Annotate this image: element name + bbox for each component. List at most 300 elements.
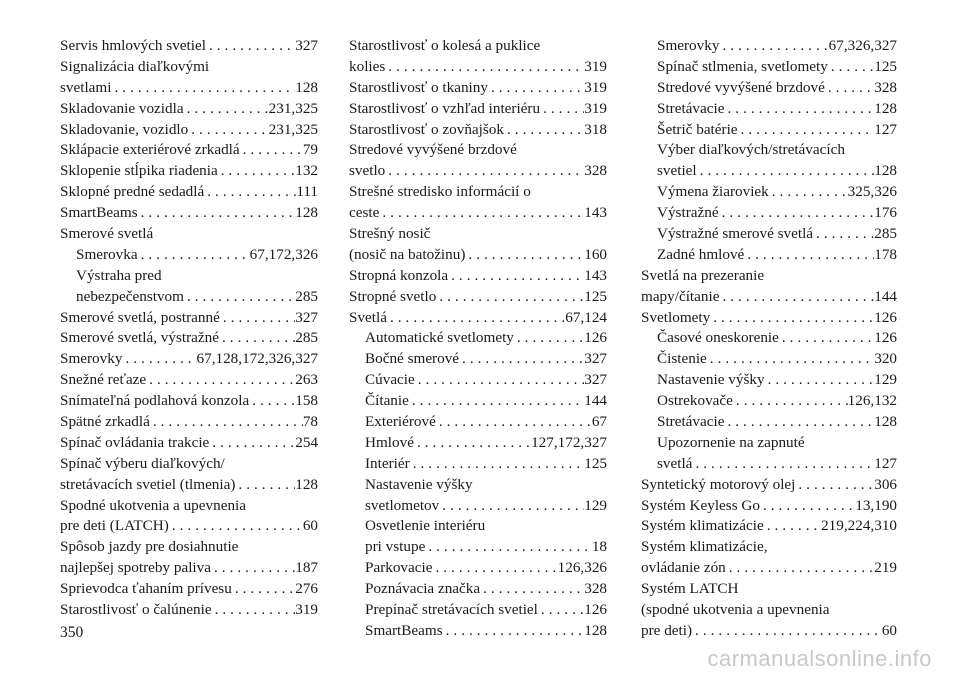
dot-leader (111, 78, 295, 99)
index-entry-pages: 144 (584, 392, 607, 410)
index-entry-term: Prepínač stretávacích svetiel (365, 601, 538, 619)
index-entry-term: Smerovka (76, 245, 138, 263)
index-entry-term: Čistenie (657, 350, 707, 368)
index-entry (349, 57, 607, 78)
index-entry (349, 36, 607, 57)
index-entry (60, 454, 318, 475)
dot-leader (249, 391, 295, 412)
index-entry-pages: 327 (584, 371, 607, 389)
dot-leader (432, 558, 557, 579)
index-entry-term: Stredové vyvýšené brzdové (657, 78, 825, 96)
index-entry (60, 433, 318, 454)
index-entry-pages: 327 (295, 308, 318, 326)
index-entry-term: Svetlá (349, 308, 387, 326)
index-entry-pages: 254 (295, 433, 318, 451)
index-entry (641, 370, 897, 391)
index-entry-pages: 231,325 (268, 120, 318, 138)
index-entry (349, 182, 607, 203)
index-entry (641, 266, 897, 287)
index-entry-term: Stropné svetlo (349, 287, 437, 305)
index-entry (641, 454, 897, 475)
dot-leader (204, 182, 296, 203)
index-entry-pages: 78 (302, 413, 318, 431)
dot-leader (219, 328, 295, 349)
dot-leader (212, 600, 296, 621)
index-entry (641, 537, 897, 558)
index-entry-pages: 67,128,172,326,327 (196, 350, 318, 368)
index-entry-pages: 129 (874, 371, 897, 389)
dot-leader (765, 370, 875, 391)
index-entry (641, 412, 897, 433)
index-entry-term: pre deti) (641, 621, 693, 639)
index-entry-pages: 125 (584, 454, 607, 472)
index-entry (60, 140, 318, 161)
index-entry-term: Smerové svetlá, postranné (60, 308, 220, 326)
index-entry-term: Spôsob jazdy pre dosiahnutie (60, 538, 239, 556)
dot-leader (138, 203, 296, 224)
index-entry-term: Sklopenie stĺpika riadenia (60, 162, 218, 180)
index-entry-term: svetlo (349, 162, 386, 180)
index-entry (641, 308, 897, 329)
index-entry-term: Systém LATCH (641, 580, 739, 598)
index-entry-pages: 127,172,327 (531, 433, 607, 451)
index-entry-term: Upozornenie na zapnuté (657, 433, 805, 451)
index-entry-term: stretávacích svetiel (tlmenia) (60, 475, 236, 493)
index-entry-pages: 126 (874, 308, 897, 326)
dot-leader (415, 370, 584, 391)
index-entry-pages: 319 (584, 99, 607, 117)
index-entry-term: Ostrekovače (657, 392, 733, 410)
index-entry (60, 266, 318, 287)
index-entry-term: Snežné reťaze (60, 371, 147, 389)
index-entry-term: mapy/čítanie (641, 287, 720, 305)
index-entry-term: ovládanie zón (641, 559, 726, 577)
index-entry-pages: 128 (874, 413, 897, 431)
index-entry (641, 140, 897, 161)
index-entry-term: Skladovanie vozidla (60, 99, 184, 117)
index-entry (641, 36, 897, 57)
index-entry-term: Smerovky (657, 36, 720, 54)
index-entry (641, 203, 897, 224)
index-entry-term: Sklápacie exteriérové zrkadlá (60, 141, 240, 159)
index-entry-pages: 67,326,327 (828, 36, 897, 54)
index-entry (60, 99, 318, 120)
index-entry-pages: 126,132 (847, 392, 897, 410)
index-entry-pages: 328 (874, 78, 897, 96)
index-entry-pages: 67,172,326 (249, 245, 318, 263)
dot-leader (379, 203, 584, 224)
index-column-1 (60, 36, 318, 621)
index-entry-term: Spodné ukotvenia a upevnenia (60, 496, 246, 514)
dot-leader (122, 349, 196, 370)
dot-leader (692, 621, 882, 642)
index-entry-term: Systém klimatizácie (641, 517, 764, 535)
dot-leader (209, 433, 295, 454)
index-entry-pages: 67 (591, 413, 607, 431)
index-entry (349, 140, 607, 161)
index-entry-term: najlepšej spotreby paliva (60, 559, 211, 577)
index-entry (641, 558, 897, 579)
index-entry-term: Svetlomety (641, 308, 711, 326)
index-entry-term: Časové oneskorenie (657, 329, 779, 347)
index-entry-pages: 125 (584, 287, 607, 305)
dot-leader (138, 245, 250, 266)
dot-leader (414, 433, 531, 454)
index-entry (60, 182, 318, 203)
index-entry-term: svetlá (657, 454, 693, 472)
dot-leader (425, 537, 591, 558)
index-entry-pages: 319 (295, 601, 318, 619)
dot-leader (764, 516, 821, 537)
index-entry-term: Stropná konzola (349, 266, 449, 284)
dot-leader (480, 579, 584, 600)
dot-leader (779, 328, 874, 349)
index-entry (60, 496, 318, 517)
index-entry-pages: 178 (874, 245, 897, 263)
index-entry (349, 308, 607, 329)
dot-leader (744, 245, 874, 266)
index-entry-term: SmartBeams (365, 621, 443, 639)
dot-leader (410, 454, 585, 475)
index-entry-term: Smerovky (60, 350, 123, 368)
index-entry-pages: 327 (584, 350, 607, 368)
index-entry (349, 516, 607, 537)
dot-leader (726, 558, 874, 579)
index-entry (641, 161, 897, 182)
index-entry-pages: 132 (295, 162, 318, 180)
index-entry (641, 349, 897, 370)
index-entry-term: Bočné smerové (365, 350, 460, 368)
index-entry-pages: 127 (874, 120, 897, 138)
dot-leader (436, 412, 592, 433)
index-entry (641, 245, 897, 266)
index-entry-pages: 276 (295, 580, 318, 598)
index-entry-term: Nastavenie výšky (365, 475, 473, 493)
dot-leader (733, 391, 848, 412)
index-entry-term: Výstraha pred (76, 266, 162, 284)
index-entry (641, 57, 897, 78)
index-entry (349, 203, 607, 224)
index-entry (60, 579, 318, 600)
index-entry (60, 57, 318, 78)
index-entry-term: Spínač stlmenia, svetlomety (657, 57, 828, 75)
index-entry-term: Výmena žiaroviek (657, 183, 769, 201)
index-entry-pages: 128 (584, 621, 607, 639)
index-entry (641, 78, 897, 99)
index-entry (349, 161, 607, 182)
index-entry-term: Smerové svetlá (60, 225, 154, 242)
index-entry-term: kolies (349, 57, 386, 75)
index-entry-term: svetlometov (365, 496, 440, 514)
dot-leader (760, 496, 855, 517)
index-entry-term: Cúvacie (365, 371, 415, 389)
index-entry-term: svetiel (657, 162, 697, 180)
dot-leader (719, 203, 875, 224)
dot-leader (514, 328, 584, 349)
index-entry-pages: 126 (584, 601, 607, 619)
dot-leader (169, 516, 303, 537)
index-entry (641, 496, 897, 517)
dot-leader (459, 349, 584, 370)
dot-leader (448, 266, 584, 287)
index-entry (349, 579, 607, 600)
index-entry-pages: 144 (874, 287, 897, 305)
index-entry-pages: 18 (591, 538, 607, 556)
dot-leader (795, 475, 874, 496)
index-entry-pages: 231,325 (268, 99, 318, 117)
index-entry-pages: 79 (302, 141, 318, 159)
dot-leader (488, 78, 584, 99)
dot-leader (465, 245, 584, 266)
index-entry-pages: 125 (874, 57, 897, 75)
index-entry-term: ceste (349, 204, 380, 222)
index-entry (60, 475, 318, 496)
index-entry-term: Hmlové (365, 433, 414, 451)
index-entry (349, 328, 607, 349)
index-entry-pages: 126 (874, 329, 897, 347)
index-entry-term: Stretávacie (657, 413, 725, 431)
dot-leader (218, 161, 295, 182)
index-entry-pages: 319 (584, 57, 607, 75)
index-entry (641, 475, 897, 496)
index-entry-pages: 67,124 (565, 308, 607, 326)
index-entry-pages: 320 (874, 350, 897, 368)
index-entry (60, 308, 318, 329)
page-number: 350 (60, 624, 84, 641)
index-entry-pages: 129 (584, 496, 607, 514)
dot-leader (387, 308, 565, 329)
index-entry-pages: 318 (584, 120, 607, 138)
index-entry-term: Spínač výberu diaľkových/ (60, 454, 225, 472)
index-entry-pages: 176 (874, 204, 897, 222)
index-entry (60, 516, 318, 537)
index-entry (349, 266, 607, 287)
index-entry (60, 412, 318, 433)
index-entry-term: Smerové svetlá, výstražné (60, 329, 219, 347)
dot-leader (719, 287, 874, 308)
dot-leader (719, 36, 828, 57)
index-entry-term: Stretávacie (657, 99, 725, 117)
index-entry (641, 516, 897, 537)
dot-leader (707, 349, 874, 370)
index-entry-pages: 319 (584, 78, 607, 96)
index-entry-pages: 306 (874, 475, 897, 493)
dot-leader (146, 370, 295, 391)
dot-leader (220, 308, 295, 329)
index-entry (349, 621, 607, 642)
index-entry-term: pre deti (LATCH) (60, 517, 169, 535)
index-entry-pages: 128 (874, 162, 897, 180)
index-entry-term: svetlami (60, 78, 112, 96)
index-entry (641, 621, 897, 642)
index-entry-pages: 143 (584, 204, 607, 222)
dot-leader (385, 57, 584, 78)
index-entry (60, 203, 318, 224)
index-entry (641, 182, 897, 203)
dot-leader (232, 579, 295, 600)
index-entry-term: Starostlivosť o čalúnenie (60, 601, 212, 619)
index-entry (60, 600, 318, 621)
index-entry (60, 287, 318, 308)
index-entry (641, 391, 897, 412)
index-entry-pages: 328 (584, 162, 607, 180)
index-entry (349, 245, 607, 266)
index-entry (349, 537, 607, 558)
index-entry-pages: 328 (584, 580, 607, 598)
index-entry-term: Skladovanie, vozidlo (60, 120, 189, 138)
index-entry (641, 224, 897, 245)
index-entry (60, 328, 318, 349)
index-entry-term: Parkovacie (365, 559, 433, 577)
index-entry (349, 287, 607, 308)
index-entry-term: Syntetický motorový olej (641, 475, 796, 493)
index-entry-pages: 143 (584, 266, 607, 284)
index-entry-pages: 285 (295, 329, 318, 347)
index-entry-term: Automatické svetlomety (365, 329, 514, 347)
index-entry-pages: 160 (584, 245, 607, 263)
index-entry (349, 99, 607, 120)
dot-leader (710, 308, 874, 329)
index-entry-term: (spodné ukotvenia a upevnenia (641, 601, 830, 619)
index-entry (349, 120, 607, 141)
dot-leader (188, 120, 268, 141)
index-entry (60, 245, 318, 266)
index-entry-term: Nastavenie výšky (657, 371, 765, 389)
index-entry (641, 579, 897, 600)
index-entry (349, 600, 607, 621)
index-entry (349, 496, 607, 517)
dot-leader (184, 287, 295, 308)
dot-leader (436, 287, 584, 308)
index-entry (349, 78, 607, 99)
index-entry-pages: 127 (874, 454, 897, 472)
index-entry (349, 412, 607, 433)
index-entry-pages: 128 (295, 475, 318, 493)
dot-leader (813, 224, 874, 245)
index-entry-term: SmartBeams (60, 204, 138, 222)
dot-leader (211, 558, 295, 579)
index-entry (60, 558, 318, 579)
index-entry-term: nebezpečenstvom (76, 287, 184, 305)
index-entry-pages: 285 (874, 225, 897, 242)
index-entry-term: Servis hmlových svetiel (60, 36, 206, 54)
dot-leader (385, 161, 584, 182)
dot-leader (538, 600, 584, 621)
dot-leader (184, 99, 269, 120)
index-entry (349, 433, 607, 454)
index-entry-pages: 13,190 (855, 496, 897, 514)
index-entry-term: Sprievodca ťahaním prívesu (60, 580, 232, 598)
index-entry-term: Osvetlenie interiéru (365, 517, 486, 535)
index-entry (641, 120, 897, 141)
index-entry-pages: 128 (295, 204, 318, 222)
index-entry (349, 391, 607, 412)
index-entry-term: Šetrič batérie (657, 120, 738, 138)
dot-leader (504, 120, 584, 141)
dot-leader (439, 496, 584, 517)
index-entry (60, 370, 318, 391)
index-entry-term: Spínač ovládania trakcie (60, 433, 210, 451)
index-entry-term: Čítanie (365, 392, 409, 410)
dot-leader (724, 412, 874, 433)
index-entry-pages: 111 (296, 183, 318, 201)
index-entry (60, 78, 318, 99)
index-entry (349, 558, 607, 579)
index-entry-term: pri vstupe (365, 538, 426, 556)
index-entry-pages: 158 (295, 392, 318, 410)
dot-leader (769, 182, 848, 203)
dot-leader (738, 120, 875, 141)
index-entry-term: Výber diaľkových/stretávacích (657, 141, 845, 159)
index-entry-term: Svetlá na prezeranie (641, 266, 765, 284)
index-entry (641, 99, 897, 120)
index-entry (60, 349, 318, 370)
index-entry-term: Starostlivosť o vzhľad interiéru (349, 99, 541, 117)
dot-leader (240, 140, 303, 161)
index-entry-pages: 128 (295, 78, 318, 96)
dot-leader (150, 412, 303, 433)
index-entry-pages: 60 (302, 517, 318, 535)
index-entry (60, 161, 318, 182)
index-entry-pages: 285 (295, 287, 318, 305)
index-entry (641, 287, 897, 308)
index-entry (349, 224, 607, 245)
index-entry-term: Zadné hmlové (657, 245, 745, 263)
dot-leader (692, 454, 874, 475)
index-entry-term: Exteriérové (365, 413, 436, 431)
dot-leader (724, 99, 874, 120)
index-entry-term: Poznávacia značka (365, 580, 481, 598)
index-entry-pages: 128 (874, 99, 897, 117)
index-entry (349, 349, 607, 370)
index-entry-term: Strešné stredisko informácií o (349, 183, 531, 201)
index-entry (641, 433, 897, 454)
index-entry-term: Spätné zrkadlá (60, 413, 150, 431)
index-entry-term: (nosič na batožinu) (349, 245, 466, 263)
index-entry-term: Sklopné predné sedadlá (60, 183, 205, 201)
index-entry-pages: 325,326 (847, 183, 897, 201)
index-entry-term: Starostlivosť o tkaniny (349, 78, 488, 96)
index-entry (60, 391, 318, 412)
index-entry-pages: 219 (874, 559, 897, 577)
index-entry-pages: 219,224,310 (821, 517, 897, 535)
index-column-3 (641, 36, 897, 642)
index-entry-term: Stredové vyvýšené brzdové (349, 141, 517, 159)
index-entry (349, 370, 607, 391)
index-entry-term: Interiér (365, 454, 410, 472)
index-entry-pages: 187 (295, 559, 318, 577)
dot-leader (697, 161, 875, 182)
index-entry (60, 224, 318, 245)
index-entry (60, 36, 318, 57)
index-entry-term: Starostlivosť o kolesá a puklice (349, 36, 541, 54)
index-entry-pages: 327 (295, 36, 318, 54)
index-entry (349, 454, 607, 475)
index-entry-term: Výstražné (657, 204, 719, 222)
index-entry-pages: 126,326 (557, 559, 607, 577)
index-entry (60, 537, 318, 558)
index-entry-term: Systém Keyless Go (641, 496, 760, 514)
index-entry (641, 328, 897, 349)
watermark-text: carmanualsonline.info (707, 646, 932, 671)
index-entry (60, 120, 318, 141)
index-entry-term: Strešný nosič (349, 225, 431, 242)
dot-leader (828, 57, 874, 78)
index-entry-term: Snímateľná podlahová konzola (60, 392, 250, 410)
dot-leader (409, 391, 584, 412)
dot-leader (206, 36, 295, 57)
dot-leader (825, 78, 874, 99)
